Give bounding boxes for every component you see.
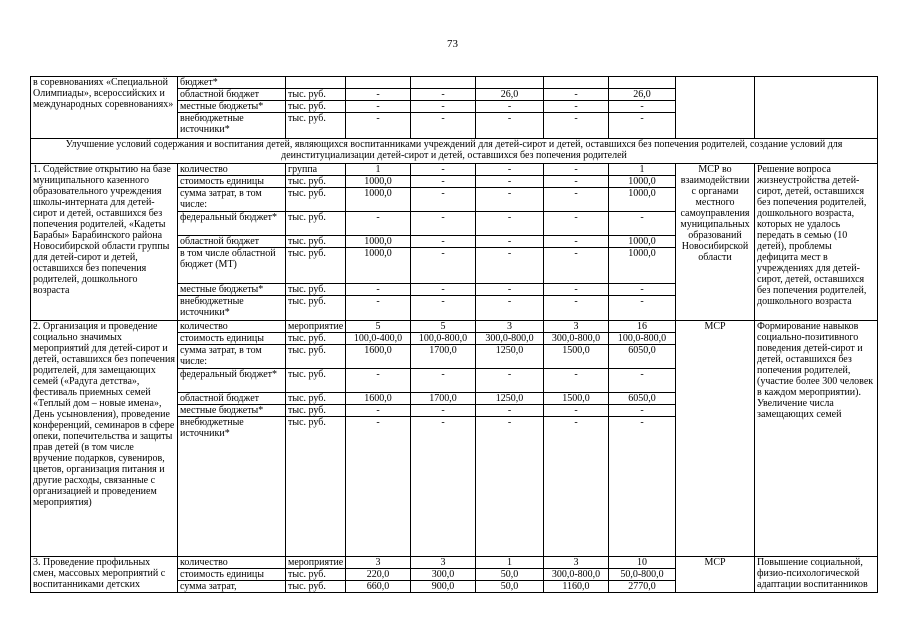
value-cell: 300,0 <box>411 569 476 581</box>
value-cell: - <box>476 212 544 236</box>
activity-description: 1. Содействие открытию на базе муниципального казенного образовательного учреждения школы-интерната для детей-сирот и детей, оставшихся без попечения родителей, «Кадеты Барабы» Барабинского района Новосибирской области группы для детей-сирот и детей, оставшихся без попечения родителей, дошкольного возраста <box>31 164 178 321</box>
total-cell: - <box>609 284 676 296</box>
value-cell: - <box>544 369 609 393</box>
value-cell <box>476 77 544 89</box>
value-cell: 3 <box>411 557 476 569</box>
total-cell <box>609 77 676 89</box>
total-cell: - <box>609 101 676 113</box>
unit-cell: тыс. руб. <box>286 369 346 393</box>
indicator-cell: местные бюджеты* <box>178 405 286 417</box>
section-row <box>31 139 878 164</box>
indicator-cell: стоимость единицы <box>178 176 286 188</box>
total-cell: - <box>609 405 676 417</box>
indicator-cell: сумма затрат, в том числе: <box>178 345 286 369</box>
indicator-cell: местные бюджеты* <box>178 101 286 113</box>
value-cell: 1 <box>346 164 411 176</box>
value-cell: - <box>346 101 411 113</box>
indicator-cell: количество <box>178 321 286 333</box>
unit-cell: мероприятие <box>286 557 346 569</box>
value-cell: 220,0 <box>346 569 411 581</box>
value-cell: 1600,0 <box>346 345 411 369</box>
value-cell: 300,0-800,0 <box>544 333 609 345</box>
total-cell: 26,0 <box>609 89 676 101</box>
unit-cell: группа <box>286 164 346 176</box>
value-cell: - <box>346 89 411 101</box>
table-row <box>31 557 878 569</box>
total-cell: 2770,0 <box>609 581 676 593</box>
value-cell: - <box>411 212 476 236</box>
total-cell: 1000,0 <box>609 248 676 284</box>
value-cell: - <box>346 284 411 296</box>
unit-cell: тыс. руб. <box>286 296 346 321</box>
value-cell <box>411 77 476 89</box>
value-cell: - <box>411 89 476 101</box>
unit-cell: тыс. руб. <box>286 89 346 101</box>
total-cell: 6050,0 <box>609 345 676 369</box>
activity-description: 2. Организация и проведение социально значимых мероприятий для детей-сирот и детей, оставшихся без попечения родителей, для замещающих семей («Радуга детства», фестиваль приемных семей «Теплый дом – новые имена», День усыновления), проведение конференций, семинаров в сфере опеки, попечительства и защиты прав детей (в том числе вручение подарков, сувениров, цветов, организация питания и другие расходы, связанные с организацией и проведением мероприятия) <box>31 321 178 557</box>
indicator-cell: бюджет* <box>178 77 286 89</box>
value-cell: 1000,0 <box>346 176 411 188</box>
value-cell: 3 <box>544 321 609 333</box>
value-cell: 3 <box>346 557 411 569</box>
result-cell: Повышение социальной, физио-психологической адаптации воспитанников <box>755 557 878 593</box>
total-cell: 50,0-800,0 <box>609 569 676 581</box>
value-cell: 5 <box>411 321 476 333</box>
unit-cell: тыс. руб. <box>286 176 346 188</box>
executor-cell: МСР <box>676 321 755 557</box>
indicator-cell: сумма затрат, <box>178 581 286 593</box>
total-cell: 1000,0 <box>609 188 676 212</box>
total-cell: - <box>609 212 676 236</box>
value-cell: - <box>411 164 476 176</box>
value-cell: 300,0-800,0 <box>544 569 609 581</box>
value-cell: 1160,0 <box>544 581 609 593</box>
value-cell: 1000,0 <box>346 248 411 284</box>
value-cell: - <box>411 417 476 557</box>
unit-cell: мероприятие <box>286 321 346 333</box>
value-cell: - <box>411 236 476 248</box>
unit-cell <box>286 77 346 89</box>
indicator-cell: внебюджетные источники* <box>178 417 286 557</box>
value-cell: 1600,0 <box>346 393 411 405</box>
unit-cell: тыс. руб. <box>286 393 346 405</box>
value-cell: - <box>544 236 609 248</box>
value-cell: 1250,0 <box>476 393 544 405</box>
total-cell: 1 <box>609 164 676 176</box>
value-cell: 1500,0 <box>544 393 609 405</box>
value-cell: 5 <box>346 321 411 333</box>
value-cell: - <box>476 405 544 417</box>
value-cell: - <box>544 176 609 188</box>
value-cell: - <box>476 236 544 248</box>
total-cell: - <box>609 113 676 139</box>
value-cell: - <box>544 188 609 212</box>
value-cell: 100,0-400,0 <box>346 333 411 345</box>
value-cell: - <box>346 405 411 417</box>
value-cell: - <box>544 89 609 101</box>
value-cell: 1500,0 <box>544 345 609 369</box>
indicator-cell: количество <box>178 557 286 569</box>
result-cell <box>755 77 878 139</box>
value-cell: - <box>476 369 544 393</box>
unit-cell: тыс. руб. <box>286 581 346 593</box>
indicator-cell: количество <box>178 164 286 176</box>
value-cell: - <box>476 417 544 557</box>
value-cell: 660,0 <box>346 581 411 593</box>
value-cell: 26,0 <box>476 89 544 101</box>
value-cell: 1000,0 <box>346 188 411 212</box>
value-cell: - <box>544 296 609 321</box>
indicator-cell: областной бюджет <box>178 236 286 248</box>
program-table <box>30 76 878 593</box>
indicator-cell: сумма затрат, в том числе: <box>178 188 286 212</box>
value-cell: - <box>476 284 544 296</box>
value-cell: 1250,0 <box>476 345 544 369</box>
unit-cell: тыс. руб. <box>286 188 346 212</box>
table-row <box>31 164 878 176</box>
total-cell: 1000,0 <box>609 236 676 248</box>
indicator-cell: в том числе областной бюджет (МТ) <box>178 248 286 284</box>
unit-cell: тыс. руб. <box>286 212 346 236</box>
unit-cell: тыс. руб. <box>286 333 346 345</box>
value-cell: - <box>411 296 476 321</box>
section-title: Улучшение условий содержания и воспитания детей, являющихся воспитанниками учреждений для детей-сирот и детей, оставшихся без попечения родителей, создание условий для деинституциализации детей-сирот и детей, оставшихся без попечения родителей <box>31 139 878 164</box>
value-cell: 900,0 <box>411 581 476 593</box>
indicator-cell: федеральный бюджет* <box>178 369 286 393</box>
indicator-cell: стоимость единицы <box>178 569 286 581</box>
value-cell: - <box>411 101 476 113</box>
page-number: 73 <box>447 38 458 50</box>
value-cell: - <box>411 284 476 296</box>
value-cell: - <box>346 113 411 139</box>
result-cell: Решение вопроса жизнеустройства детей-сирот, детей, оставшихся без попечения родителей, дошкольного возраста, которых не удалось передать в семью (10 детей), проблемы дефицита мест в учреждениях для детей-сирот, детей, оставшихся без попечения родителей, дошкольного возраста <box>755 164 878 321</box>
value-cell: 1000,0 <box>346 236 411 248</box>
value-cell: - <box>411 176 476 188</box>
value-cell: 1700,0 <box>411 345 476 369</box>
activity-description: в соревнованиях «Специальной Олимпиады», всероссийских и международных соревнованиях» <box>31 77 178 139</box>
value-cell: - <box>476 113 544 139</box>
value-cell: 50,0 <box>476 569 544 581</box>
indicator-cell: внебюджетные источники* <box>178 113 286 139</box>
total-cell: 1000,0 <box>609 176 676 188</box>
total-cell: 16 <box>609 321 676 333</box>
value-cell: - <box>544 417 609 557</box>
value-cell: - <box>544 164 609 176</box>
result-cell: Формирование навыков социально-позитивного поведения детей-сирот и детей, оставшихся без попечения родителей, (участие более 300 человек в каждом мероприятии). Увеличение числа замещающих семей <box>755 321 878 557</box>
value-cell: - <box>476 188 544 212</box>
value-cell: - <box>346 417 411 557</box>
total-cell: 100,0-800,0 <box>609 333 676 345</box>
value-cell: 1700,0 <box>411 393 476 405</box>
value-cell: - <box>411 188 476 212</box>
value-cell: - <box>476 101 544 113</box>
value-cell: - <box>544 284 609 296</box>
value-cell: - <box>476 248 544 284</box>
value-cell: 100,0-800,0 <box>411 333 476 345</box>
value-cell: - <box>544 405 609 417</box>
unit-cell: тыс. руб. <box>286 248 346 284</box>
value-cell: - <box>346 212 411 236</box>
total-cell: - <box>609 417 676 557</box>
total-cell: 6050,0 <box>609 393 676 405</box>
unit-cell: тыс. руб. <box>286 101 346 113</box>
indicator-cell: областной бюджет <box>178 89 286 101</box>
total-cell: - <box>609 369 676 393</box>
value-cell: - <box>411 248 476 284</box>
value-cell: 300,0-800,0 <box>476 333 544 345</box>
value-cell: - <box>544 248 609 284</box>
total-cell: 10 <box>609 557 676 569</box>
unit-cell: тыс. руб. <box>286 405 346 417</box>
value-cell: - <box>411 405 476 417</box>
value-cell: 3 <box>544 557 609 569</box>
unit-cell: тыс. руб. <box>286 236 346 248</box>
value-cell: - <box>476 164 544 176</box>
indicator-cell: внебюджетные источники* <box>178 296 286 321</box>
executor-cell: МСР во взаимодействии с органами местного самоуправления муниципальных образований Новосибирской области <box>676 164 755 321</box>
unit-cell: тыс. руб. <box>286 113 346 139</box>
value-cell: 3 <box>476 321 544 333</box>
indicator-cell: стоимость единицы <box>178 333 286 345</box>
unit-cell: тыс. руб. <box>286 569 346 581</box>
value-cell <box>544 77 609 89</box>
indicator-cell: федеральный бюджет* <box>178 212 286 236</box>
indicator-cell: областной бюджет <box>178 393 286 405</box>
table-row <box>31 77 878 89</box>
executor-cell <box>676 77 755 139</box>
value-cell: 50,0 <box>476 581 544 593</box>
table-row <box>31 321 878 333</box>
value-cell: - <box>346 296 411 321</box>
value-cell: - <box>544 212 609 236</box>
value-cell: - <box>544 113 609 139</box>
value-cell: - <box>411 113 476 139</box>
unit-cell: тыс. руб. <box>286 417 346 557</box>
value-cell: - <box>476 176 544 188</box>
unit-cell: тыс. руб. <box>286 345 346 369</box>
value-cell: - <box>476 296 544 321</box>
value-cell <box>346 77 411 89</box>
value-cell: - <box>544 101 609 113</box>
executor-cell: МСР <box>676 557 755 593</box>
value-cell: 1 <box>476 557 544 569</box>
value-cell: - <box>411 369 476 393</box>
activity-description: 3. Проведение профильных смен, массовых мероприятий с воспитанниками детских <box>31 557 178 593</box>
total-cell: - <box>609 296 676 321</box>
unit-cell: тыс. руб. <box>286 284 346 296</box>
indicator-cell: местные бюджеты* <box>178 284 286 296</box>
value-cell: - <box>346 369 411 393</box>
